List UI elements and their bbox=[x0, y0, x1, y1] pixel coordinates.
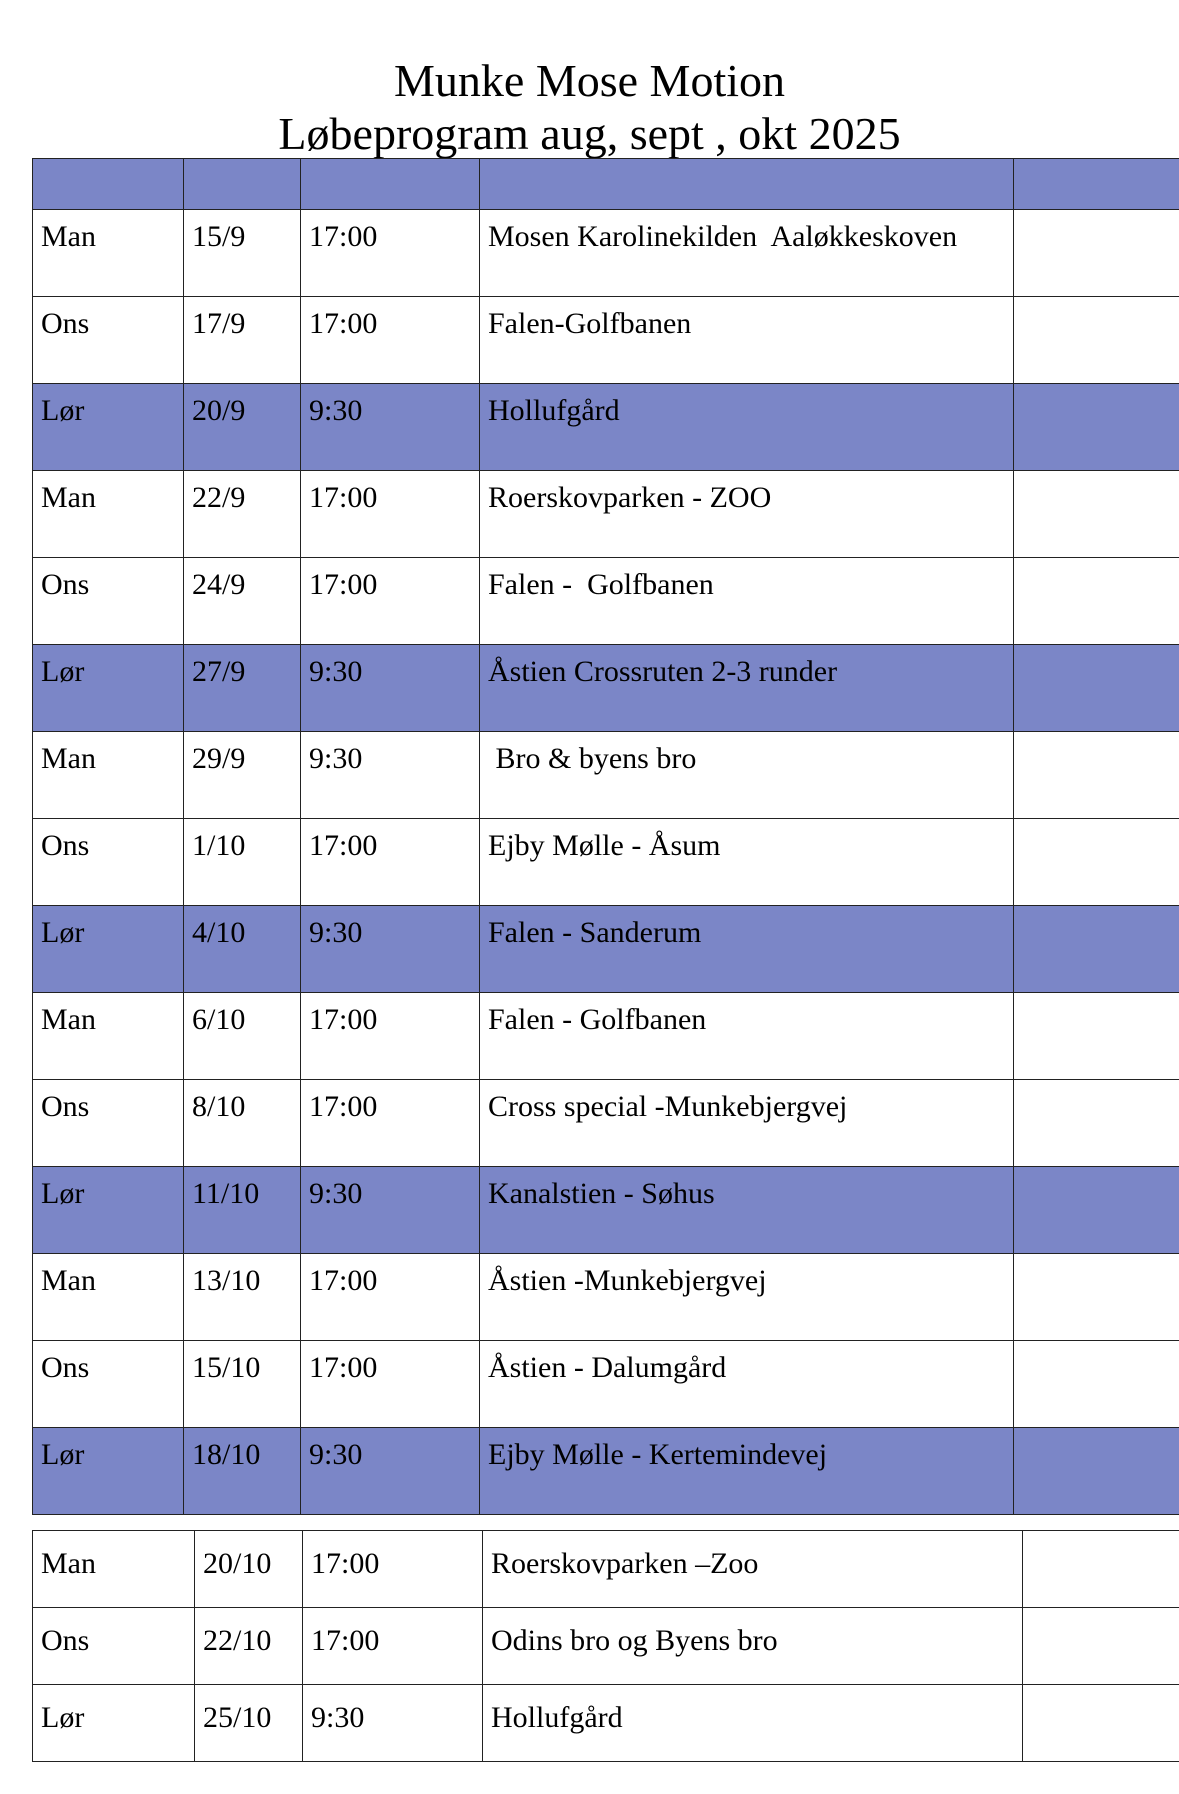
table-row bbox=[33, 1685, 1179, 1762]
route-cell: Falen - Golfbanen bbox=[480, 558, 1014, 645]
route-cell: Roerskovparken - ZOO bbox=[480, 471, 1014, 558]
day-cell: Ons bbox=[33, 1080, 184, 1167]
header-cell bbox=[184, 159, 301, 210]
date-cell: 8/10 bbox=[184, 1080, 301, 1167]
route-cell: Falen-Golfbanen bbox=[480, 297, 1014, 384]
route-cell: Ejby Mølle - Kertemindevej bbox=[480, 1428, 1014, 1515]
date-cell: 6/10 bbox=[184, 993, 301, 1080]
route-cell: Bro & byens bro bbox=[480, 732, 1014, 819]
table-row bbox=[33, 645, 1179, 732]
empty-cell bbox=[1014, 732, 1179, 819]
date-cell: 1/10 bbox=[184, 819, 301, 906]
day-cell: Man bbox=[33, 1531, 195, 1608]
time-cell: 17:00 bbox=[303, 1531, 483, 1608]
route-cell: Roerskovparken –Zoo bbox=[483, 1531, 1023, 1608]
table-row bbox=[33, 1254, 1179, 1341]
date-cell: 22/10 bbox=[195, 1608, 303, 1685]
route-cell: Falen - Sanderum bbox=[480, 906, 1014, 993]
table-row bbox=[33, 471, 1179, 558]
header-cell bbox=[1014, 159, 1179, 210]
table-row bbox=[33, 558, 1179, 645]
date-cell: 17/9 bbox=[184, 297, 301, 384]
date-cell: 11/10 bbox=[184, 1167, 301, 1254]
empty-cell bbox=[1014, 471, 1179, 558]
time-cell: 9:30 bbox=[301, 384, 480, 471]
date-cell: 4/10 bbox=[184, 906, 301, 993]
empty-cell bbox=[1014, 1254, 1179, 1341]
day-cell: Ons bbox=[33, 297, 184, 384]
day-cell: Lør bbox=[33, 1428, 184, 1515]
time-cell: 17:00 bbox=[301, 1080, 480, 1167]
table-row bbox=[33, 1428, 1179, 1515]
empty-cell bbox=[1023, 1685, 1179, 1762]
table-row bbox=[33, 993, 1179, 1080]
time-cell: 9:30 bbox=[303, 1685, 483, 1762]
empty-cell bbox=[1014, 1341, 1179, 1428]
day-cell: Ons bbox=[33, 1341, 184, 1428]
table-row bbox=[33, 1608, 1179, 1685]
day-cell: Lør bbox=[33, 1167, 184, 1254]
date-cell: 29/9 bbox=[184, 732, 301, 819]
time-cell: 17:00 bbox=[301, 993, 480, 1080]
route-cell: Åstien Crossruten 2-3 runder bbox=[480, 645, 1014, 732]
route-cell: Cross special -Munkebjergvej bbox=[480, 1080, 1014, 1167]
empty-cell bbox=[1014, 1428, 1179, 1515]
day-cell: Ons bbox=[33, 819, 184, 906]
time-cell: 17:00 bbox=[301, 297, 480, 384]
table-row bbox=[33, 297, 1179, 384]
empty-cell bbox=[1014, 297, 1179, 384]
empty-cell bbox=[1014, 993, 1179, 1080]
route-cell: Mosen Karolinekilden Aaløkkeskoven bbox=[480, 210, 1014, 297]
header-cell bbox=[301, 159, 480, 210]
time-cell: 17:00 bbox=[301, 210, 480, 297]
day-cell: Man bbox=[33, 993, 184, 1080]
time-cell: 17:00 bbox=[301, 1254, 480, 1341]
date-cell: 25/10 bbox=[195, 1685, 303, 1762]
table-row bbox=[33, 210, 1179, 297]
time-cell: 17:00 bbox=[301, 1341, 480, 1428]
header-cell bbox=[33, 159, 184, 210]
table-row bbox=[33, 1167, 1179, 1254]
day-cell: Lør bbox=[33, 384, 184, 471]
time-cell: 9:30 bbox=[301, 1167, 480, 1254]
empty-cell bbox=[1014, 1167, 1179, 1254]
route-cell: Hollufgård bbox=[483, 1685, 1023, 1762]
empty-cell bbox=[1014, 558, 1179, 645]
route-cell: Falen - Golfbanen bbox=[480, 993, 1014, 1080]
empty-cell bbox=[1023, 1531, 1179, 1608]
route-cell: Hollufgård bbox=[480, 384, 1014, 471]
day-cell: Lør bbox=[33, 906, 184, 993]
time-cell: 9:30 bbox=[301, 906, 480, 993]
date-cell: 20/10 bbox=[195, 1531, 303, 1608]
schedule-table bbox=[32, 158, 1179, 1515]
day-cell: Man bbox=[33, 210, 184, 297]
day-cell: Man bbox=[33, 471, 184, 558]
time-cell: 17:00 bbox=[301, 558, 480, 645]
table-row bbox=[33, 1341, 1179, 1428]
time-cell: 9:30 bbox=[301, 732, 480, 819]
date-cell: 13/10 bbox=[184, 1254, 301, 1341]
date-cell: 18/10 bbox=[184, 1428, 301, 1515]
table-row bbox=[33, 1531, 1179, 1608]
date-cell: 24/9 bbox=[184, 558, 301, 645]
schedule-table-continued bbox=[32, 1530, 1179, 1762]
date-cell: 15/9 bbox=[184, 210, 301, 297]
day-cell: Man bbox=[33, 732, 184, 819]
route-cell: Åstien - Dalumgård bbox=[480, 1341, 1014, 1428]
date-cell: 27/9 bbox=[184, 645, 301, 732]
table-row bbox=[33, 819, 1179, 906]
date-cell: 22/9 bbox=[184, 471, 301, 558]
table-row bbox=[33, 1080, 1179, 1167]
time-cell: 17:00 bbox=[301, 819, 480, 906]
date-cell: 20/9 bbox=[184, 384, 301, 471]
empty-cell bbox=[1014, 1080, 1179, 1167]
time-cell: 17:00 bbox=[301, 471, 480, 558]
time-cell: 17:00 bbox=[303, 1608, 483, 1685]
route-cell: Odins bro og Byens bro bbox=[483, 1608, 1023, 1685]
table-row bbox=[33, 906, 1179, 993]
document-subtitle: Løbeprogram aug, sept , okt 2025 bbox=[278, 108, 901, 159]
table-header-row bbox=[33, 159, 1179, 210]
empty-cell bbox=[1014, 645, 1179, 732]
document-title: Munke Mose Motion bbox=[394, 55, 785, 106]
time-cell: 9:30 bbox=[301, 645, 480, 732]
table-row bbox=[33, 732, 1179, 819]
route-cell: Kanalstien - Søhus bbox=[480, 1167, 1014, 1254]
empty-cell bbox=[1014, 819, 1179, 906]
date-cell: 15/10 bbox=[184, 1341, 301, 1428]
route-cell: Åstien -Munkebjergvej bbox=[480, 1254, 1014, 1341]
day-cell: Man bbox=[33, 1254, 184, 1341]
table-row bbox=[33, 384, 1179, 471]
day-cell: Ons bbox=[33, 558, 184, 645]
empty-cell bbox=[1023, 1608, 1179, 1685]
time-cell: 9:30 bbox=[301, 1428, 480, 1515]
header-cell bbox=[480, 159, 1014, 210]
empty-cell bbox=[1014, 906, 1179, 993]
route-cell: Ejby Mølle - Åsum bbox=[480, 819, 1014, 906]
empty-cell bbox=[1014, 384, 1179, 471]
empty-cell bbox=[1014, 210, 1179, 297]
day-cell: Lør bbox=[33, 1685, 195, 1762]
day-cell: Ons bbox=[33, 1608, 195, 1685]
day-cell: Lør bbox=[33, 645, 184, 732]
